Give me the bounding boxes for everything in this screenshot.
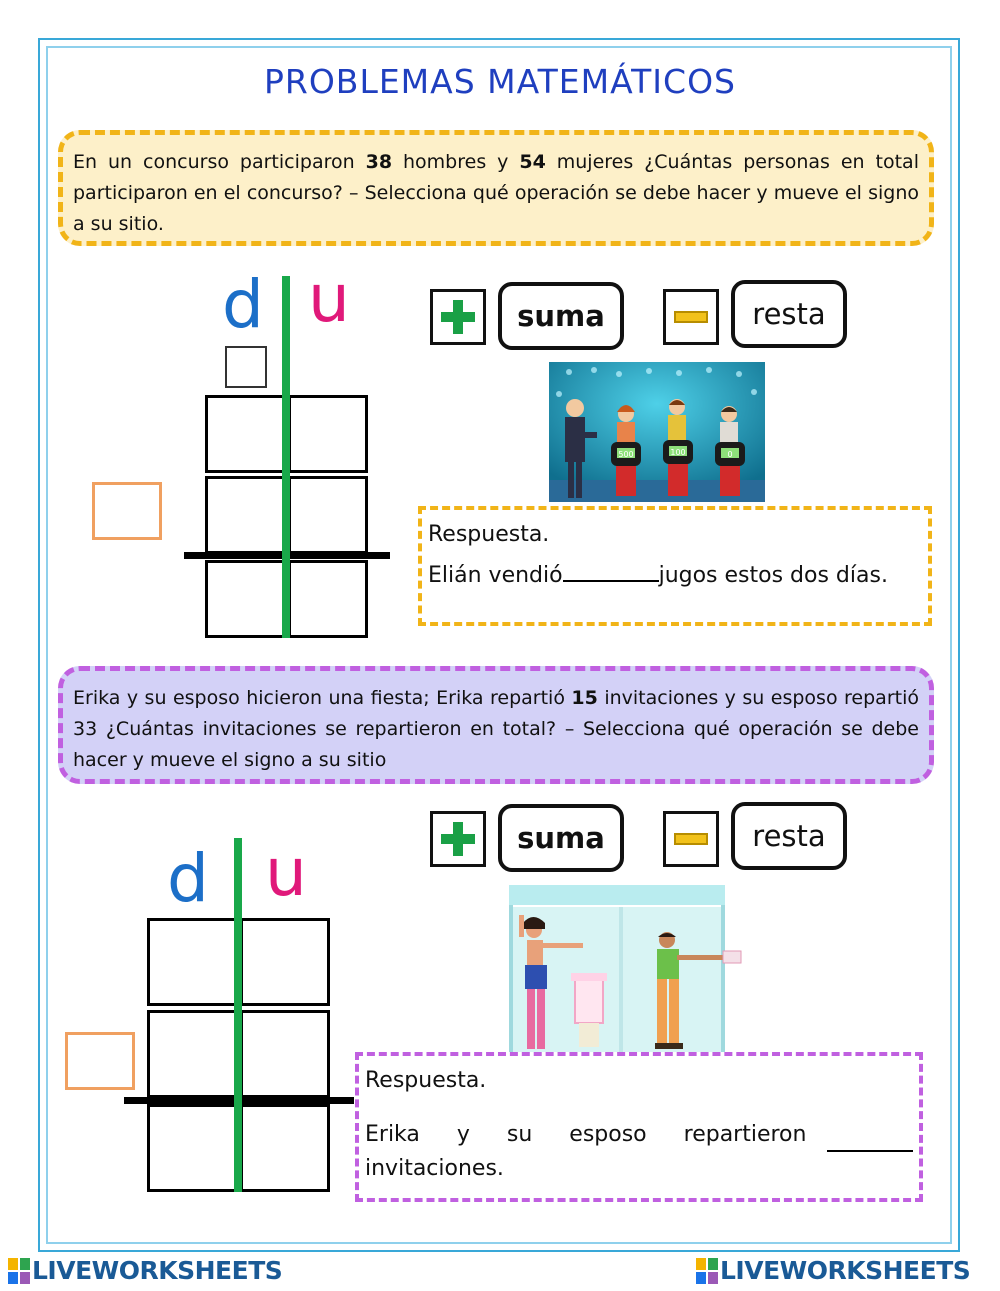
score-0: 0 xyxy=(727,450,733,459)
liveworksheets-logo-text: LIVEWORKSHEETS xyxy=(32,1256,283,1285)
cell-2-units-result[interactable] xyxy=(240,1104,330,1192)
cell-2-tens-result[interactable] xyxy=(147,1104,237,1192)
score-100: 100 xyxy=(670,448,686,457)
problem-2-text-b: invitaciones y su esposo repartió 33 ¿Cuántas invitaciones se repartieron en total? – Selecciona qué operación se debe hacer y mueve el signo a su sitio xyxy=(73,687,919,771)
liveworksheets-logo-text: LIVEWORKSHEETS xyxy=(720,1256,971,1285)
footer-logo-right xyxy=(696,1256,970,1285)
problem-1-number-men: 38 xyxy=(365,151,393,173)
cell-2-tens-row2[interactable] xyxy=(147,1010,237,1098)
minus-icon xyxy=(674,311,708,323)
liveworksheets-logo-icon xyxy=(696,1258,718,1284)
tens-label-1: d xyxy=(222,266,264,343)
tens-label-2: d xyxy=(167,840,209,917)
answer-2-text-line2: invitaciones. xyxy=(365,1156,504,1181)
plus-icon-stem xyxy=(453,300,463,334)
sub-label-1: resta xyxy=(731,280,847,348)
sign-drop-box-1[interactable] xyxy=(92,482,162,540)
score-500: 500 xyxy=(618,450,634,459)
problem-1-text-a: En un concurso participaron xyxy=(73,151,366,173)
answer-box-2 xyxy=(355,1052,923,1202)
party-illustration xyxy=(509,885,759,1052)
cell-1-units-row1[interactable] xyxy=(288,395,368,473)
answer-1-heading: Respuesta. xyxy=(428,522,550,547)
problem-2-text-a: Erika y su esposo hicieron una fiesta; Erika repartió xyxy=(73,687,572,709)
plus-sign-1[interactable] xyxy=(430,289,486,345)
answer-2-heading: Respuesta. xyxy=(365,1068,487,1093)
cell-1-units-row2[interactable] xyxy=(288,476,368,554)
carry-box-1[interactable] xyxy=(225,346,267,388)
units-label-2: u xyxy=(265,834,307,911)
sign-drop-box-2[interactable] xyxy=(65,1032,135,1090)
cell-1-units-result[interactable] xyxy=(288,560,368,638)
game-show-illustration xyxy=(549,362,765,502)
sum-label-2: suma xyxy=(498,804,624,872)
cell-2-units-row1[interactable] xyxy=(240,918,330,1006)
cell-1-tens-row2[interactable] xyxy=(205,476,287,554)
problem-1-statement xyxy=(58,130,934,246)
answer-2-blank[interactable] xyxy=(827,1128,913,1152)
cell-1-tens-result[interactable] xyxy=(205,560,287,638)
problem-1-text-c: mujeres ¿Cuántas personas en total participaron en el concurso? – Selecciona qué operación se debe hacer y mueve el signo a su sitio. xyxy=(73,151,919,235)
answer-1-text-before: Elián vendió xyxy=(428,563,563,588)
problem-1-number-women: 54 xyxy=(519,151,546,173)
place-divider-2 xyxy=(234,838,242,1192)
problem-2-statement xyxy=(58,666,934,784)
footer-logo-left xyxy=(8,1256,282,1285)
party-image xyxy=(509,885,759,1052)
minus-sign-2[interactable] xyxy=(663,811,719,867)
place-divider-1 xyxy=(282,276,290,638)
problem-2-number-erika: 15 xyxy=(571,687,598,709)
problem-1-text-b: hombres y xyxy=(392,151,520,173)
page-title: PROBLEMAS MATEMÁTICOS xyxy=(264,62,736,101)
minus-sign-1[interactable] xyxy=(663,289,719,345)
answer-2-text-line1: Erika y su esposo repartieron xyxy=(365,1122,807,1147)
sum-label-1: suma xyxy=(498,282,624,350)
liveworksheets-logo-icon xyxy=(8,1258,30,1284)
minus-icon xyxy=(674,833,708,845)
sub-label-2: resta xyxy=(731,802,847,870)
units-label-1: u xyxy=(308,260,350,337)
plus-sign-2[interactable] xyxy=(430,811,486,867)
cell-2-units-row2[interactable] xyxy=(240,1010,330,1098)
answer-1-blank[interactable] xyxy=(563,558,659,582)
answer-box-1 xyxy=(418,506,932,626)
cell-1-tens-row1[interactable] xyxy=(205,395,287,473)
cell-2-tens-row1[interactable] xyxy=(147,918,237,1006)
answer-1-text-after: jugos estos dos días. xyxy=(658,563,888,588)
game-show-image xyxy=(549,362,765,502)
plus-icon-stem xyxy=(453,822,463,856)
